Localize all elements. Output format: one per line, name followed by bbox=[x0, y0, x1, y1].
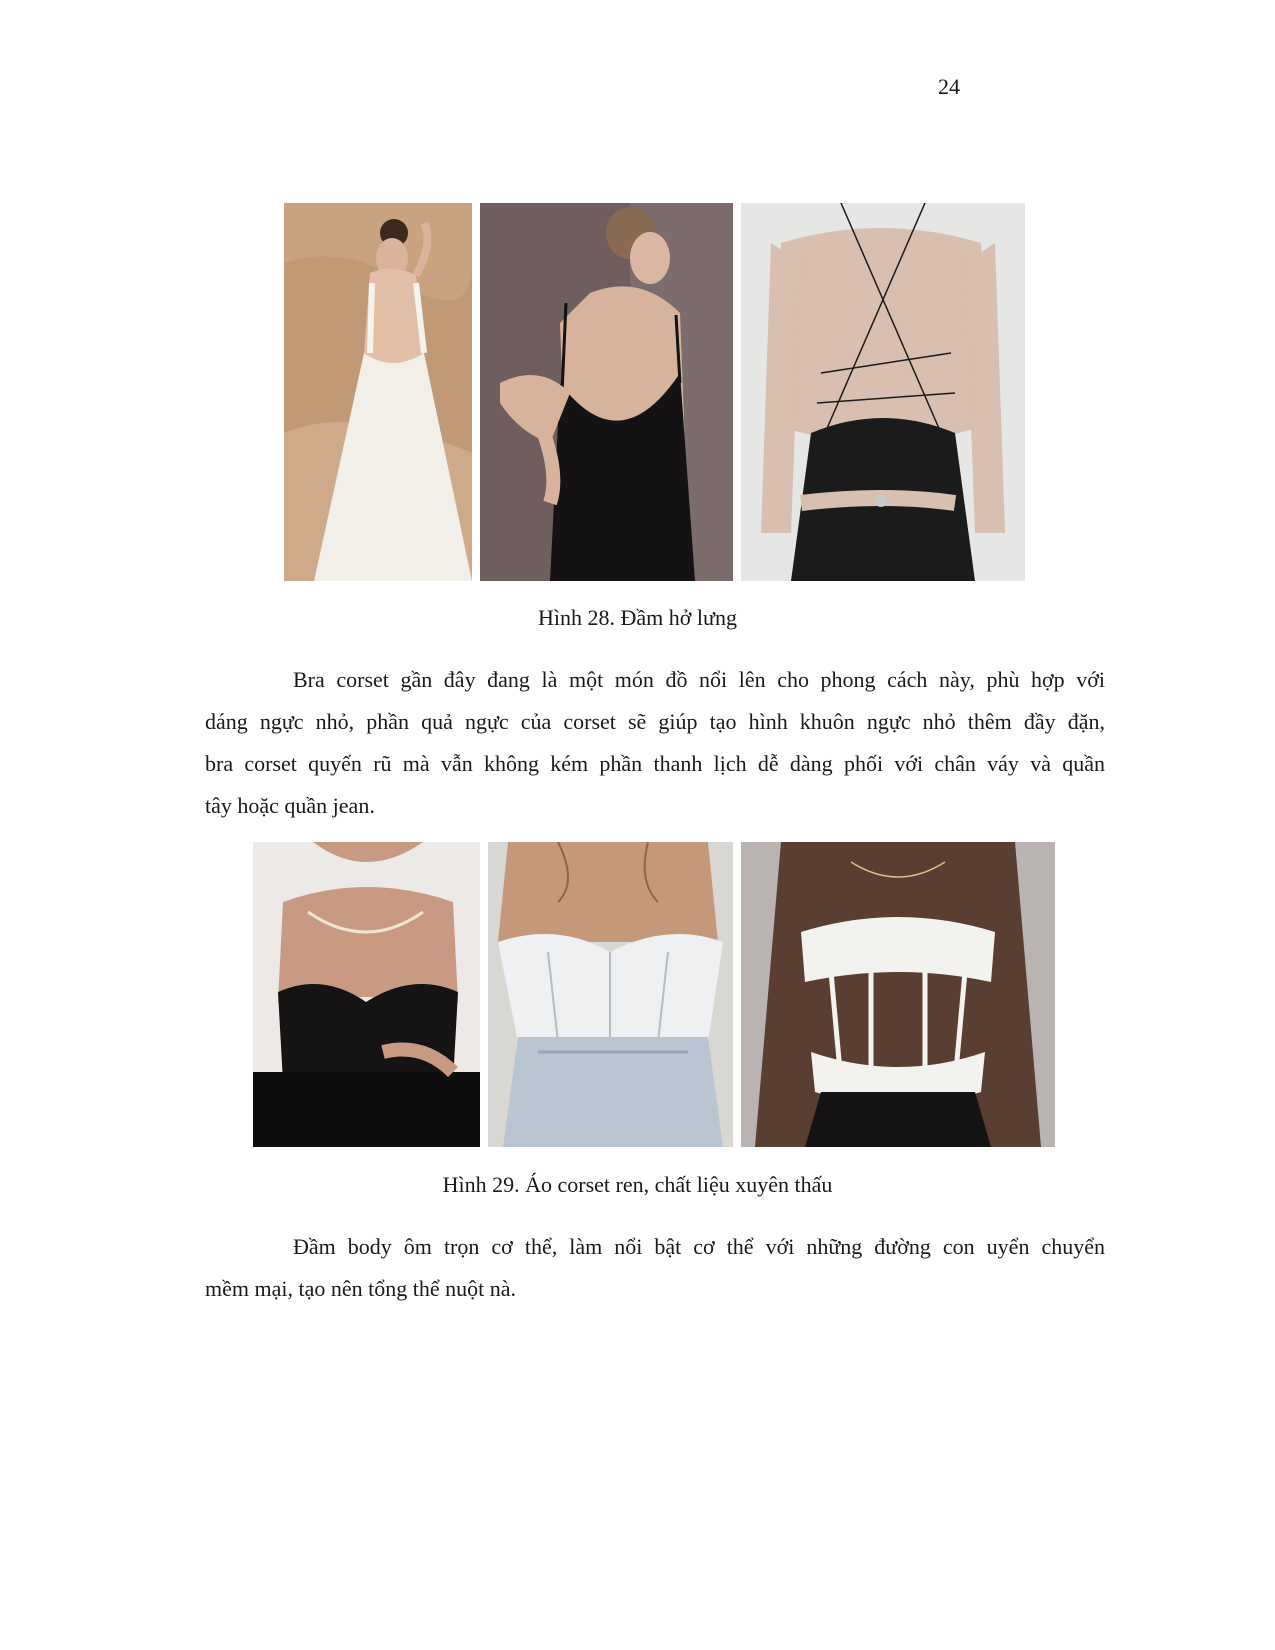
figure-caption-28: Hình 28. Đầm hở lưng bbox=[538, 605, 737, 630]
figure-caption-29: Hình 29. Áo corset ren, chất liệu xuyên thấu bbox=[442, 1172, 833, 1197]
black-lace-corset-photo bbox=[253, 842, 480, 1147]
black-strappy-back-dress-photo bbox=[741, 203, 1025, 581]
white-satin-corset-jeans-photo bbox=[488, 842, 733, 1147]
white-backless-gown-photo bbox=[284, 203, 472, 581]
paragraph-body-dress bbox=[205, 1226, 1105, 1310]
paragraph-line: Bra corset gần đây đang là một món đồ nổi lên cho phong cách này, phù hợp với bbox=[293, 667, 1105, 692]
paragraph-line: Đầm body ôm trọn cơ thể, làm nổi bật cơ thể với những đường con uyển chuyển bbox=[293, 1234, 1105, 1259]
paragraph-line: mềm mại, tạo nên tổng thể nuột nà. bbox=[205, 1276, 516, 1301]
sheer-boned-lace-corset-photo bbox=[741, 842, 1055, 1147]
paragraph-line: dáng ngực nhỏ, phần quả ngực của corset sẽ giúp tạo hình khuôn ngực nhỏ thêm đầy đặn, bbox=[205, 709, 1105, 734]
paragraph-bra-corset bbox=[205, 659, 1105, 827]
black-scoop-back-dress-photo bbox=[480, 203, 733, 581]
paragraph-line: bra corset quyến rũ mà vẫn không kém phần thanh lịch dễ dàng phối với chân váy và quần bbox=[205, 751, 1105, 776]
paragraph-line: tây hoặc quần jean. bbox=[205, 793, 375, 818]
page-number: 24 bbox=[938, 74, 960, 99]
